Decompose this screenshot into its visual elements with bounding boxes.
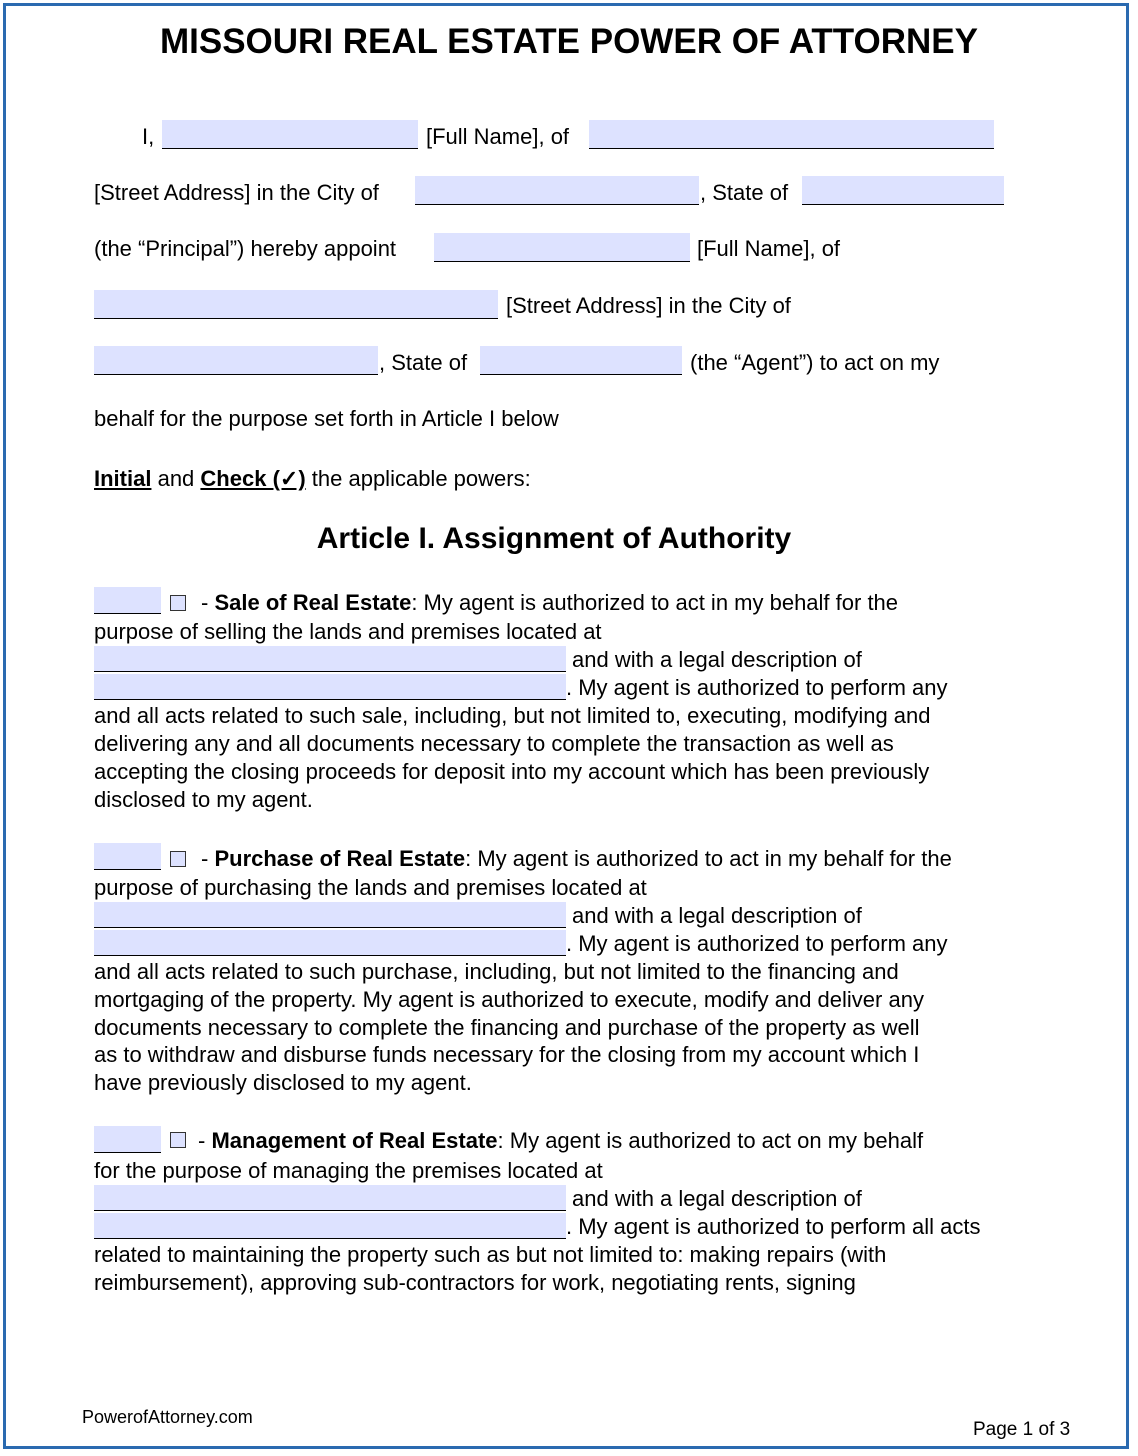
management-line-1: - Management of Real Estate: My agent is authorized to act on my behalf	[198, 1128, 924, 1153]
principal-name-field[interactable]	[162, 120, 418, 149]
purchase-title: Purchase of Real Estate	[214, 846, 466, 871]
purchase-line-9: have previously disclosed to my agent.	[94, 1070, 472, 1095]
sale-line-1: - Sale of Real Estate: My agent is authorized to act in my behalf for the	[201, 590, 899, 615]
purchase-line-5: and all acts related to such purchase, including, but not limited to the financing and	[94, 959, 899, 984]
footer-site: PowerofAttorney.com	[82, 1407, 253, 1427]
sale-line-2: purpose of selling the lands and premises located at	[94, 619, 602, 644]
intro-text: behalf for the purpose set forth in Article I below	[94, 406, 559, 431]
sale-line-7: accepting the closing proceeds for deposit into my account which has been previously	[94, 759, 930, 784]
sale-line-8: disclosed to my agent.	[94, 787, 313, 812]
principal-state-field[interactable]	[802, 176, 1004, 205]
principal-city-field[interactable]	[415, 176, 699, 205]
article-heading: Article I. Assignment of Authority	[316, 522, 792, 555]
management-location-field[interactable]	[94, 1185, 566, 1211]
purchase-line-2: purpose of purchasing the lands and premises located at	[94, 875, 647, 900]
agent-city-field[interactable]	[94, 346, 378, 375]
purchase-line-6: mortgaging of the property. My agent is authorized to execute, modify and deliver any	[94, 987, 924, 1012]
purchase-line-8: as to withdraw and disburse funds necessary for the closing from my account which I	[94, 1042, 920, 1067]
purchase-line-4: . My agent is authorized to perform any	[566, 931, 948, 956]
agent-address-field[interactable]	[94, 290, 498, 319]
sale-line-6: delivering any and all documents necessary to complete the transaction as well as	[94, 731, 894, 756]
and-text: and	[157, 466, 195, 491]
agent-state-field[interactable]	[480, 346, 682, 375]
check-label: Check (✓)	[200, 466, 306, 491]
intro-text: , State of	[700, 180, 789, 205]
purchase-location-field[interactable]	[94, 902, 566, 928]
initial-label: Initial	[94, 466, 152, 491]
intro-text: I,	[142, 124, 155, 149]
management-line-2: for the purpose of managing the premises located at	[94, 1158, 603, 1183]
purchase-line-7: documents necessary to complete the financing and purchase of the property as well	[94, 1015, 920, 1040]
intro-text: [Street Address] in the City of	[506, 293, 791, 318]
intro-text: [Full Name], of	[697, 236, 841, 261]
sale-line-5: and all acts related to such sale, including, but not limited to, executing, modifying and	[94, 703, 931, 728]
purchase-legal-description-field[interactable]	[94, 930, 566, 956]
sale-line-4: . My agent is authorized to perform any	[566, 675, 948, 700]
purchase-checkbox[interactable]	[170, 851, 186, 867]
purchase-line-3: and with a legal description of	[572, 903, 862, 928]
document-title: MISSOURI REAL ESTATE POWER OF ATTORNEY	[159, 22, 978, 61]
agent-name-field[interactable]	[434, 233, 690, 262]
page-number: Page 1 of 3	[973, 1419, 1071, 1440]
sale-location-field[interactable]	[94, 646, 566, 672]
management-initial-field[interactable]	[94, 1126, 161, 1153]
management-line-5: related to maintaining the property such as but not limited to: making repairs (with	[94, 1242, 887, 1267]
intro-text: (the “Agent”) to act on my	[690, 350, 940, 375]
sale-line-3: and with a legal description of	[572, 647, 862, 672]
management-checkbox[interactable]	[170, 1132, 186, 1148]
sale-title: Sale of Real Estate	[214, 590, 412, 615]
intro-text: [Street Address] in the City of	[94, 180, 379, 205]
management-title: Management of Real Estate	[211, 1128, 498, 1153]
sale-legal-description-field[interactable]	[94, 674, 566, 700]
purchase-line-1: - Purchase of Real Estate: My agent is authorized to act in my behalf for the	[201, 846, 952, 871]
sale-initial-field[interactable]	[94, 587, 161, 614]
intro-text: (the “Principal”) hereby appoint	[94, 236, 397, 261]
management-line-3: and with a legal description of	[572, 1186, 862, 1211]
instruction-rest: the applicable powers:	[311, 466, 531, 491]
purchase-initial-field[interactable]	[94, 843, 161, 870]
intro-text: , State of	[379, 350, 468, 375]
management-line-6: reimbursement), approving sub-contractors for work, negotiating rents, signing	[94, 1270, 856, 1295]
sale-checkbox[interactable]	[170, 595, 186, 611]
intro-text: [Full Name], of	[426, 124, 570, 149]
instruction-line	[94, 466, 531, 492]
management-legal-description-field[interactable]	[94, 1213, 566, 1239]
principal-address-field[interactable]	[589, 120, 994, 149]
management-line-4: . My agent is authorized to perform all acts	[566, 1214, 981, 1239]
